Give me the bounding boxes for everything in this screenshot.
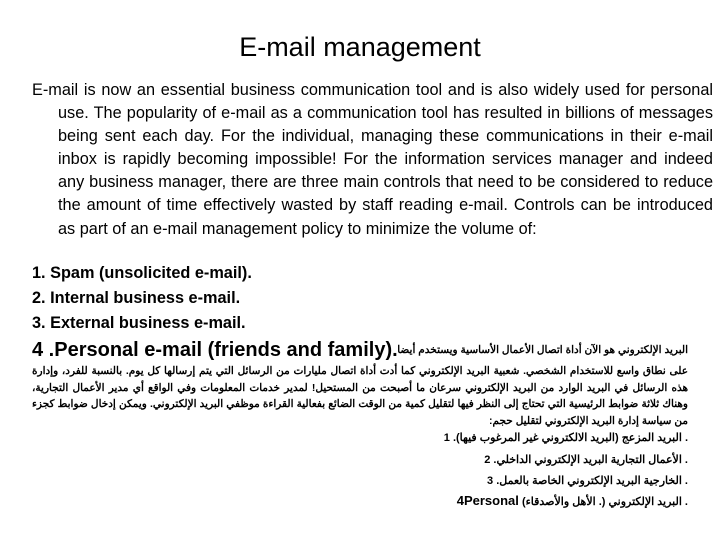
- arabic-paragraph: على نطاق واسع للاستخدام الشخصي. شعبية البريد الإلكتروني كما أدت أداة اتصال مليارات من الرسائل التي يتم إرسالها كل يوم. بالنسبة للفرد، وإدارة هذه الرسائل في البريد الوارد من البريد الإلكتروني سرعان ما أصبحت من المستحيل! لمدير خدمات المعلومات وفي الواقع أي مدير الأعمال التجارية، وهناك ثلاثة ضوابط الرئيسية التي تحتاج إلى النظر فيها لتقليل كمية من الوقت الضائع بفعالية القراءة موظفي البريد الإلكتروني. ويمكن إدخال ضوابط كجزء من سياسة إدارة البريد الإلكتروني لتقليل حجم:: [32, 365, 688, 427]
- arabic-list-item-personal: [32, 492, 688, 511]
- arabic-list-item-personal-text: . البريد الإلكتروني (. الأهل والأصدقاء): [521, 496, 688, 508]
- intro-paragraph: E-mail is now an essential business communication tool and is also widely used for personal use. The popularity of e-mail as a communication tool has resulted in billions of messages being sent each day. For the individual, managing these communications in their e-mail inbox is rapidly becoming impossible! For the information services manager and indeed any business manager, there are three main controls that need to be considered to reduce the amount of time effectively wasted by staff reading e-mail. Controls can be introduced as part of an e-mail management policy to minimize the volume of:: [32, 81, 713, 238]
- arabic-list-item-spam: . البريد المزعج (البريد الالكتروني غير المرغوب فيها). 1: [443, 432, 688, 444]
- arabic-list-item-external: . الخارجية البريد الإلكتروني الخاصة بالعمل. 3: [487, 475, 688, 487]
- list-item-internal: 2. Internal business e-mail.: [32, 289, 241, 307]
- list-item-personal: 4 .Personal e-mail (friends and family).: [32, 339, 398, 361]
- arabic-list-item-internal: . الأعمال التجارية البريد الإلكتروني الداخلي. 2: [484, 454, 688, 466]
- list-item-spam: 1. Spam (unsolicited e-mail).: [32, 264, 252, 282]
- arabic-first-line: البريد الإلكتروني هو الآن أداة اتصال الأعمال الأساسية ويستخدم أيضا: [397, 344, 688, 356]
- arabic-list-item-personal-number: 4Personal: [456, 493, 519, 508]
- list-item-external: 3. External business e-mail.: [32, 314, 246, 332]
- page-title: E-mail management: [239, 32, 481, 62]
